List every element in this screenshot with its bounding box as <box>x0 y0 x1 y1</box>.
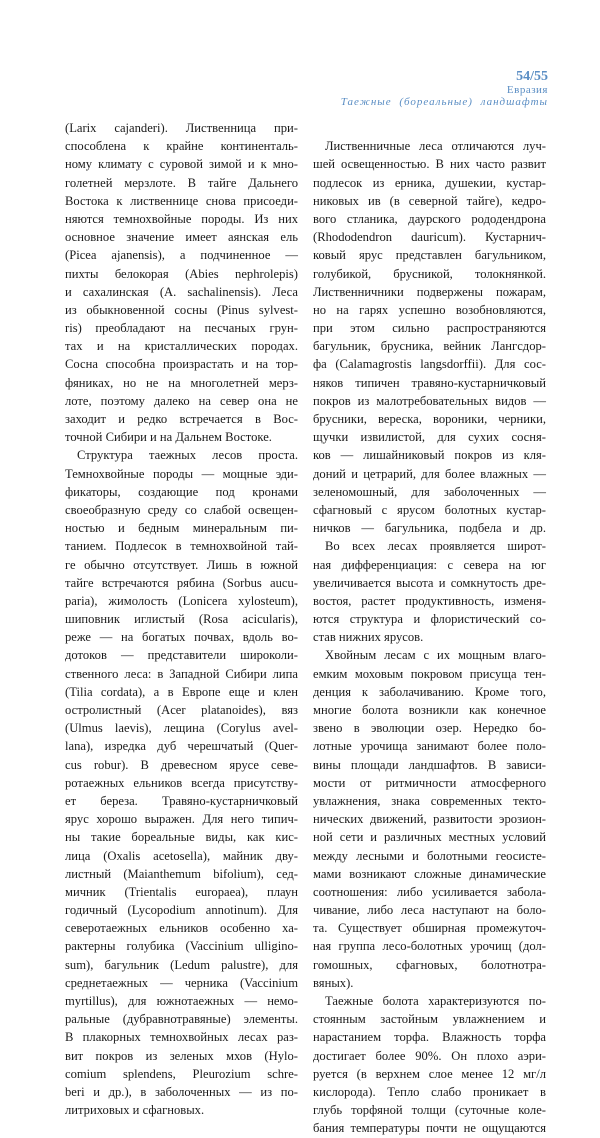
text-line: (Picea ajanensis), а подчиненное — <box>65 248 298 263</box>
text-line: (Larix cajanderi). Лиственница при- <box>65 121 298 135</box>
text-line: ничков — багульника, подбела и др. <box>313 521 546 536</box>
text-line: (Tilia cordata), а в Европе еще и клен <box>65 684 298 699</box>
text-line: (Rhododendron dauricum). Кустарнич- <box>313 230 546 245</box>
text-line: фикаторы, создающие под кронами <box>65 484 298 499</box>
text-line: вяных). <box>313 975 354 990</box>
text-line: тайге встречаются рябина (Sorbus aucu- <box>65 575 298 590</box>
left-text-column <box>65 119 298 1119</box>
text-line: нарастанием торфа. Влажность торфа <box>313 1030 546 1045</box>
text-line: стоянным застойным увлажнением и <box>313 1012 546 1027</box>
text-line: ris) преобладают на песчаных грун- <box>65 321 298 336</box>
text-line: ная дифференциация: с севера на юг <box>313 557 546 572</box>
text-line: ная группа лесо-болотных урочищ (дол- <box>313 939 546 954</box>
text-line: фа (Calamagrostis langsdorffii). Для сос- <box>313 357 546 372</box>
text-line: при этом сильно распространяются <box>313 321 546 336</box>
text-line: среднетаежных — черника (Vaccinium <box>65 975 298 990</box>
subsection-title: Таежные (бореальные) ландшафты <box>340 96 548 108</box>
page-numbers: 54/55 <box>516 69 548 84</box>
text-line: мами возникают сложные динамические <box>313 866 546 881</box>
text-line: доний и цетрарий, для более влажных — <box>313 466 546 481</box>
text-line: зеленомошный, для заболоченных — <box>313 484 546 499</box>
text-line: емким моховым покровом присуща тен- <box>313 666 546 681</box>
text-line: та. Существует обширная промежуточ- <box>313 921 546 936</box>
text-line: myrtillus), для южнотаежных — немо- <box>65 994 298 1008</box>
text-line: брусники, вереска, вороники, черники, <box>313 412 546 426</box>
text-line: пихты белокорая (Abies nephrolepis) <box>65 266 298 281</box>
text-line: рактерны голубика (Vaccinium ulligino- <box>65 939 298 954</box>
text-line: paria), жимолость (Lonicera xylosteum), <box>65 593 298 608</box>
text-line: Востока к лиственнице снова присоеди- <box>65 193 298 208</box>
text-line: бания температуры почти не ощущаются <box>313 1121 546 1136</box>
text-line: востоя, растет продуктивность, изменя- <box>313 593 546 608</box>
text-line: и сахалинская (A. sachalinensis). Леса <box>65 284 298 299</box>
text-line: заходит и редко встречается в Вос- <box>65 412 298 426</box>
text-line: В плакорных темнохвойных лесах раз- <box>65 1030 298 1045</box>
text-line: ны такие бореальные виды, как кис- <box>65 830 298 845</box>
text-line: реже — на богатых почвах, вдоль во- <box>65 630 298 645</box>
text-line: многие болота возникли как конечное <box>313 703 546 717</box>
section-title: Евразия <box>506 84 548 96</box>
text-line: Темнохвойные породы — мощные эди- <box>65 466 298 481</box>
text-line: из обыкновенной сосны (Pinus sylvest- <box>65 302 298 317</box>
text-line: покров из малотребовательных видов — <box>313 393 546 408</box>
text-line: ротаежных ельников всегда присутству- <box>65 775 298 790</box>
text-line: cus robur). В древесном ярусе севе- <box>65 757 298 772</box>
text-line: Лиственничные леса отличаются луч- <box>325 139 546 154</box>
text-line: достигает более 90%. Он плохо аэри- <box>313 1048 546 1063</box>
text-line: глубь торфяной толщи (суточные коле- <box>313 1103 546 1118</box>
text-line: ет береза. Травяно-кустарничковый <box>65 793 298 808</box>
text-line: денция к заболачиванию. Кроме того, <box>313 684 546 699</box>
text-line: никовых ив (в северной тайге), кедро- <box>313 193 546 208</box>
text-line: нических движений, развитости эрозион- <box>313 812 546 827</box>
text-line: увлажнения, знака современных текто- <box>313 793 546 808</box>
text-line: голубикой, брусникой, толокнянкой. <box>313 266 546 281</box>
text-line: гомошных, сфагновых, болотнотра- <box>313 957 546 972</box>
text-line <box>313 119 546 137</box>
text-line: звено в эволюции озер. Нередко бо- <box>313 721 546 736</box>
text-line: (Ulmus laevis), лещина (Corylus avel- <box>65 721 298 736</box>
text-line: чивание, либо леса наступают на боло- <box>313 903 546 918</box>
text-line: дотоков — представители широколи- <box>65 648 298 663</box>
text-line: танием. Подлесок в темнохвойной тай- <box>65 539 298 554</box>
text-line: lana), изредка дуб черешчатый (Quer- <box>65 739 298 754</box>
text-line: ярус хорошо выражен. Для него типич- <box>65 812 298 827</box>
text-line: Хвойным лесам с их мощным влаго- <box>325 648 546 663</box>
text-line: багульник, брусника, вейник Лангсдор- <box>313 339 546 354</box>
text-line: Во всех лесах проявляется широт- <box>325 539 546 554</box>
text-line: ной сети и различных местных условий <box>313 830 546 845</box>
text-line: Структура таежных лесов проста. <box>77 448 298 463</box>
text-line: вого стланика, даурского рододендрона <box>313 211 546 226</box>
right-text-column <box>313 119 546 1138</box>
text-line: ному климату с суровой зимой и к мно- <box>65 157 298 172</box>
text-line: ются структура и флористический со- <box>313 612 546 627</box>
text-line: основное значение имеет аянская ель <box>65 230 298 245</box>
text-line: годичный (Lycopodium annotinum). Для <box>65 903 298 918</box>
text-line: sum), багульник (Ledum palustre), для <box>65 957 298 972</box>
text-line: мичник (Trientalis europaea), плаун <box>65 884 298 899</box>
text-line: между лесными и болотными геосисте- <box>313 848 546 863</box>
text-line: остролистный (Acer platanoides), вяз <box>65 703 298 717</box>
text-line: точной Сибири и на Дальнем Востоке. <box>65 430 272 445</box>
text-line: Сосна способна произрастать и на тор- <box>65 357 298 372</box>
text-line: северотаежных ельников особенно ха- <box>65 921 298 936</box>
text-line: ковый ярус представлен багульником, <box>313 248 546 263</box>
text-line: увеличивается высота и сомкнутость дре- <box>313 575 546 590</box>
text-line: способлена к крайне континенталь- <box>65 139 298 154</box>
text-line: Лиственничники подвержены пожарам, <box>313 284 546 299</box>
text-line: листный (Maianthemum bifolium), сед- <box>65 866 298 881</box>
text-line: вит покров из зеленых мхов (Hylo- <box>65 1048 298 1063</box>
text-line: кислорода). Тепло слабо проникает в <box>313 1084 546 1099</box>
text-line: comium splendens, Pleurozium schre- <box>65 1066 298 1081</box>
text-line: фяниках, но не на многолетней мерз- <box>65 375 298 390</box>
text-line: Таежные болота характеризуются по- <box>325 994 546 1008</box>
text-line: своеобразную среду со слабой освещен- <box>65 502 298 517</box>
text-line: вины площади ландшафтов. В зависи- <box>313 757 546 772</box>
text-line: ге обычно отсутствует. Лишь в южной <box>65 557 298 572</box>
text-line: сфагновый с ярусом болотных кустар- <box>313 502 546 517</box>
text-line: лотные урочища занимают более поло- <box>313 739 546 754</box>
text-line: лица (Oxalis acetosella), майник дву- <box>65 848 298 863</box>
running-header <box>341 70 548 109</box>
text-line: мости от ритмичности атмосферного <box>313 775 546 790</box>
text-line: шей освещенностью. В них часто развит <box>313 157 546 172</box>
text-line: подлесок из ерника, душекии, кустар- <box>313 175 546 190</box>
text-line: став нижних ярусов. <box>313 630 424 645</box>
text-line: няков типичен травяно-кустарничковый <box>313 375 546 390</box>
text-line: литриховых и сфагновых. <box>65 1103 205 1118</box>
text-line: тах и на кристаллических породах. <box>65 339 298 354</box>
text-line: голетней мерзлоте. В тайге Дальнего <box>65 175 298 190</box>
text-line: щучки извилистой, для сухих сосня- <box>313 430 546 445</box>
text-line: ностью и бедным минеральным пи- <box>65 521 298 536</box>
text-line: няются темнохвойные породы. Из них <box>65 211 298 226</box>
text-line: соотношения: либо усиливается забола- <box>313 884 546 899</box>
text-line: руется (в верхнем слое менее 12 мг/л <box>313 1066 546 1081</box>
text-line: ков — лишайниковый покров из кля- <box>313 448 546 463</box>
text-line: шиповник иглистый (Rosa acicularis), <box>65 612 298 627</box>
text-line: ственного леса: в Западной Сибири липа <box>65 666 298 681</box>
text-line: лоте, поэтому далеко на север она не <box>65 393 298 408</box>
text-line: ральные (дубравнотравяные) элементы. <box>65 1012 298 1027</box>
text-line: но на гарях успешно возобновляются, <box>313 302 546 317</box>
text-line: beri и др.), в заболоченных — из по- <box>65 1084 298 1099</box>
